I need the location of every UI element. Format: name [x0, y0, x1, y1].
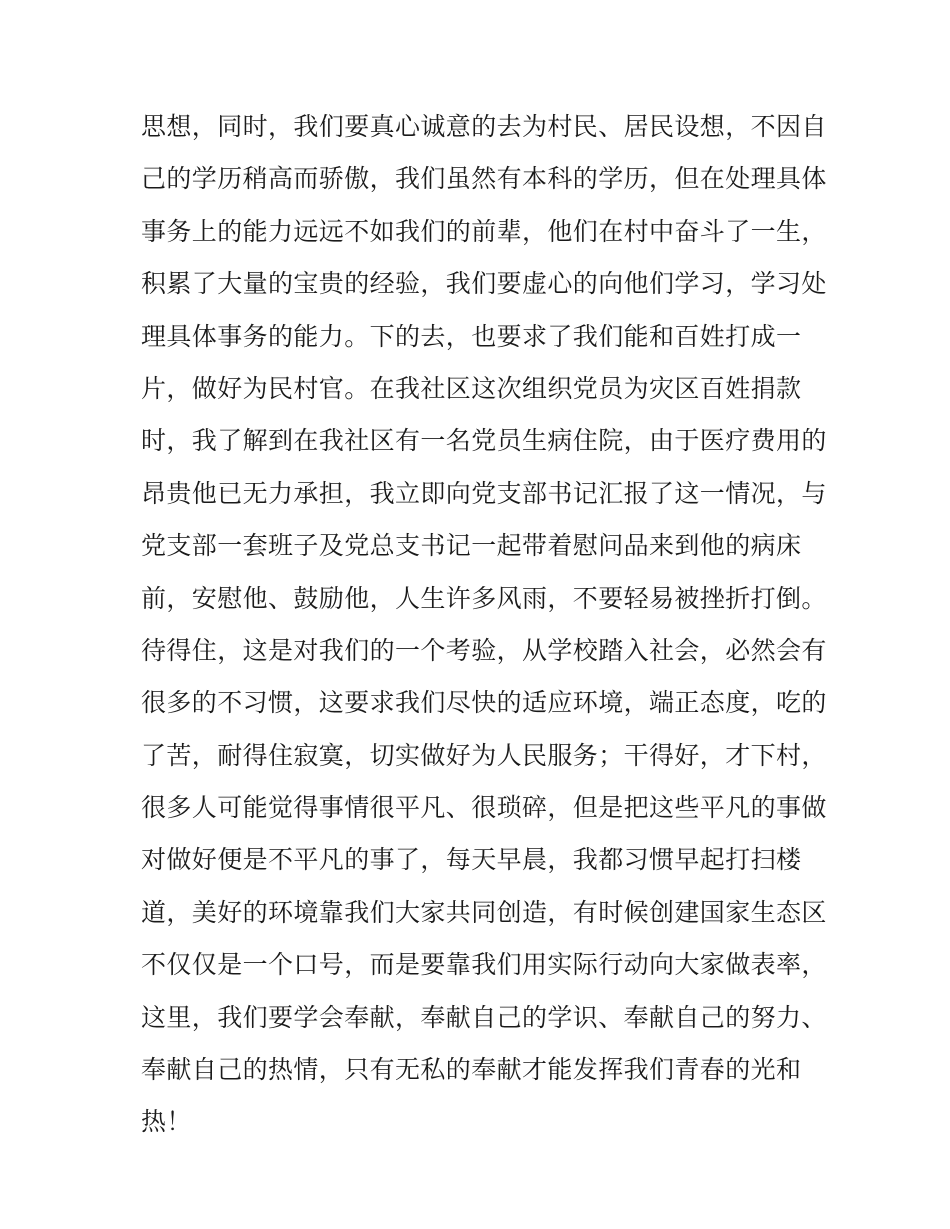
text-line: 道，美好的环境靠我们大家共同创造，有时候创建国家生态区 — [141, 897, 827, 927]
text-line: 积累了大量的宝贵的经验，我们要虚心的向他们学习，学习处 — [141, 269, 827, 299]
text-line: 昂贵他已无力承担，我立即向党支部书记汇报了这一情况，与 — [141, 478, 827, 508]
text-line: 事务上的能力远远不如我们的前辈，他们在村中奋斗了一生， — [141, 216, 827, 246]
text-line: 待得住，这是对我们的一个考验，从学校踏入社会，必然会有 — [141, 635, 827, 665]
text-line: 了苦，耐得住寂寞，切实做好为人民服务；干得好，才下村， — [141, 740, 827, 770]
text-line: 不仅仅是一个口号，而是要靠我们用实际行动向大家做表率， — [141, 950, 827, 980]
text-line: 理具体事务的能力。下的去，也要求了我们能和百姓打成一 — [141, 321, 802, 351]
text-line: 奉献自己的热情，只有无私的奉献才能发挥我们青春的光和 — [141, 1055, 802, 1085]
text-line: 党支部一套班子及党总支书记一起带着慰问品来到他的病床 — [141, 531, 802, 561]
text-line: 很多人可能觉得事情很平凡、很琐碎，但是把这些平凡的事做 — [141, 793, 827, 823]
text-line: 片，做好为民村官。在我社区这次组织党员为灾区百姓捐款 — [141, 373, 802, 403]
text-line: 时，我了解到在我社区有一名党员生病住院，由于医疗费用的 — [141, 426, 827, 456]
text-line: 这里，我们要学会奉献，奉献自己的学识、奉献自己的努力、 — [141, 1002, 827, 1032]
text-line: 思想，同时，我们要真心诚意的去为村民、居民设想，不因自 — [141, 112, 827, 141]
text-line: 对做好便是不平凡的事了，每天早晨，我都习惯早起打扫楼 — [141, 845, 802, 875]
text-line: 前，安慰他、鼓励他，人生许多风雨，不要轻易被挫折打倒。 — [141, 583, 827, 613]
text-line: 己的学历稍高而骄傲，我们虽然有本科的学历，但在处理具体 — [141, 164, 827, 194]
body-text — [141, 101, 827, 1149]
text-line: 热！ — [141, 1107, 192, 1137]
text-line: 很多的不习惯，这要求我们尽快的适应环境，端正态度，吃的 — [141, 688, 827, 718]
